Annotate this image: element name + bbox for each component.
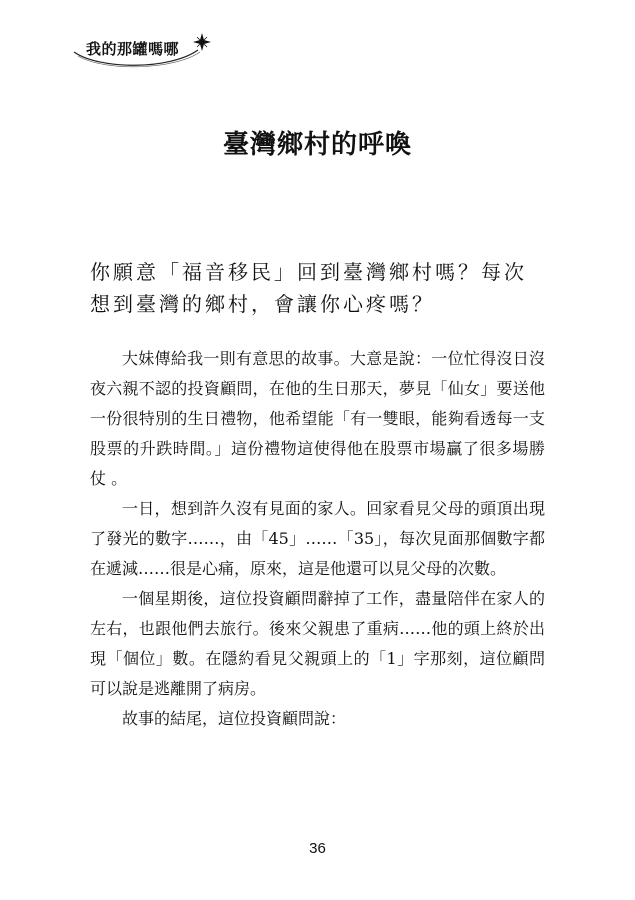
page-number: 36	[309, 840, 326, 857]
lead-question: 你願意「福音移民」回到臺灣鄉村嗎？每次想到臺灣的鄉村，會讓你心疼嗎？	[90, 260, 527, 316]
paragraph: 大妹傳給我一則有意思的故事。大意是說：一位忙得沒日沒夜六親不認的投資顧問，在他的生日那天，夢見「仙女」要送他一份很特別的生日禮物，他希望能「有一雙眼，能夠看透每一支股票的升跌時間。」這份禮物這使得他在股票市場贏了很多場勝仗 。	[90, 349, 545, 488]
book-title: 我的那罐嗎哪	[86, 40, 180, 58]
chapter-title: 臺灣鄉村的呼喚	[222, 130, 412, 160]
paragraph: 一個星期後，這位投資顧問辭掉了工作，盡量陪伴在家人的左右，也跟他們去旅行。後來父親患了重病……他的頭上終於出現「個位」數。在隱約看見父親頭上的「1」字那刻，這位顧問可以說是逃離開了病房。	[90, 589, 545, 698]
paragraph: 一日，想到許久沒有見面的家人。回家看見父母的頭頂出現了發光的數字……，由「45」……「35」，每次見面那個數字都在遞減……很是心痛，原來，這是他還可以見父母的次數。	[90, 499, 545, 578]
body-text	[90, 344, 545, 734]
running-header	[70, 30, 220, 74]
paragraph: 故事的結尾，這位投資顧問說：	[122, 709, 347, 728]
